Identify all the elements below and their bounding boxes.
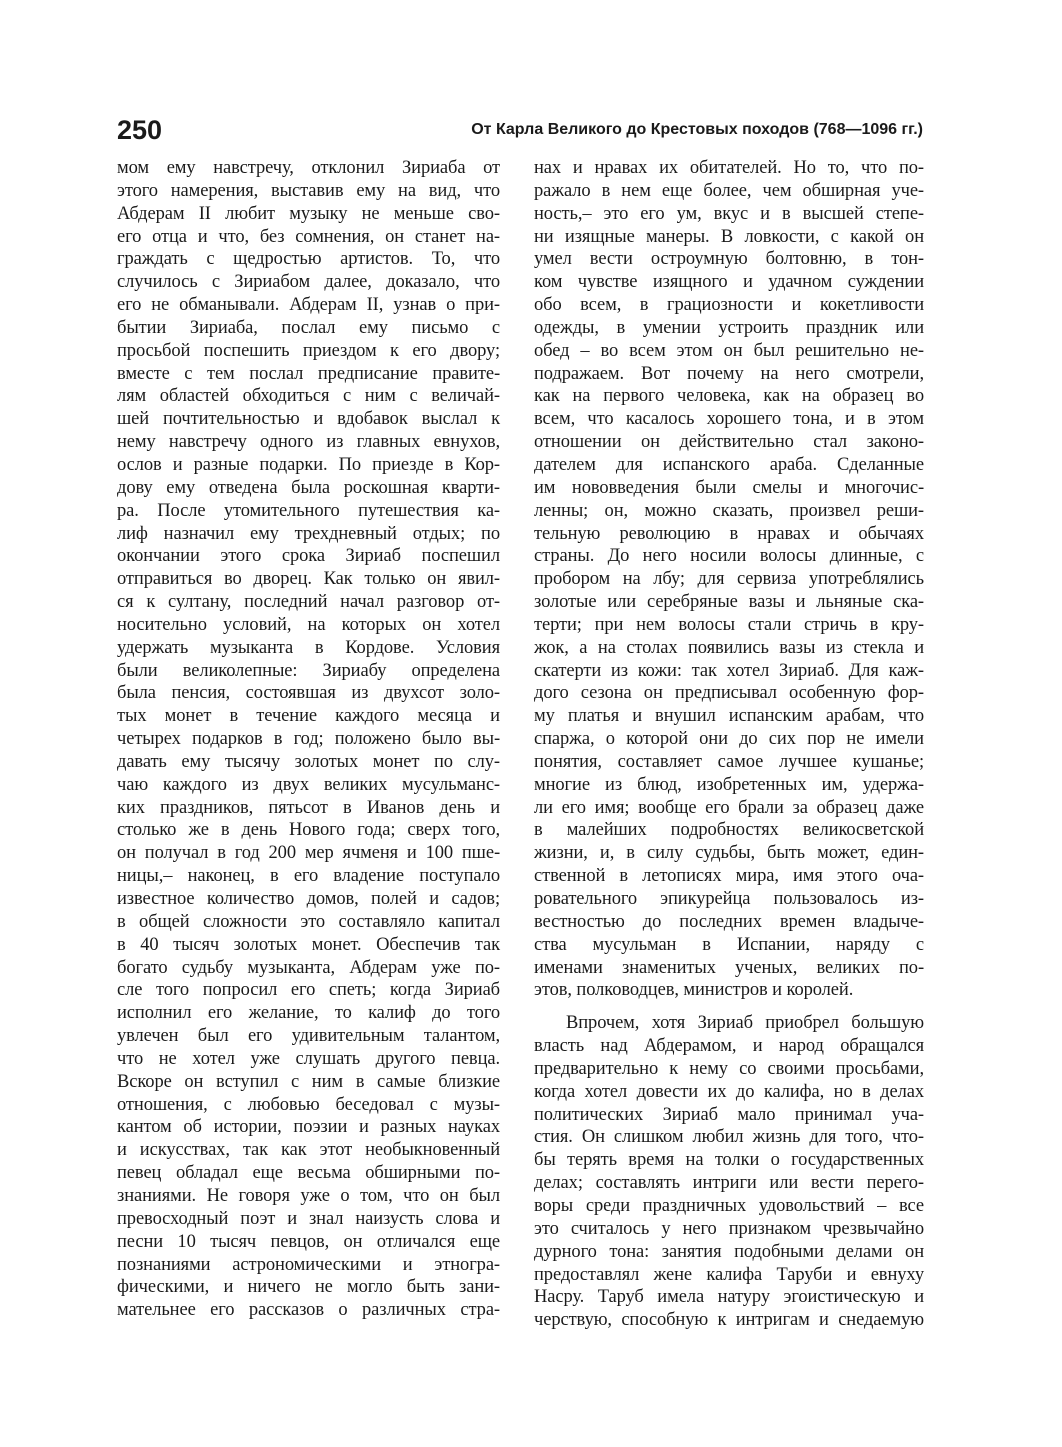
text-line: сле того попросил его спеть; когда Зириаб: [117, 980, 500, 1001]
text-line: граждать с щедростью артистов. То, что: [117, 249, 500, 270]
text-line: предварительно к нему со своими просьбами,: [534, 1058, 924, 1079]
text-line: его отца и что, без сомнения, он станет на-: [117, 226, 500, 247]
text-line: в общей сложности это составляло капитал: [117, 911, 500, 932]
text-line: в малейших подробностях великосветской: [534, 820, 924, 841]
text-line: ких праздников, пятьсот в Иванов день и: [117, 797, 500, 818]
text-line: богато судьбу музыканта, Абдерам уже по-: [117, 957, 500, 978]
text-line: четырех подарков в год; положено было вы-: [117, 729, 500, 750]
text-line: этов, полководцев, министров и королей.: [534, 980, 854, 1001]
text-line: фическими, и ничего не могло быть зани-: [117, 1277, 500, 1298]
text-line: воры среди праздничных удовольствий – все: [534, 1195, 924, 1216]
text-line: превосходный поэт и знал наизусть слова и: [117, 1208, 500, 1229]
text-line: умел вести остроумную болтовню, в тон-: [534, 249, 924, 270]
text-line: ли его имя; вообще его брали за образец даже: [534, 797, 924, 818]
text-line: дателем для испанского араба. Сделанные: [534, 454, 924, 475]
text-line: му платья и внушил испанским арабам, что: [534, 706, 924, 727]
text-line: Впрочем, хотя Зириаб приобрел большую: [566, 1013, 924, 1034]
text-line: была пенсия, состоявшая из двухсот золо-: [117, 683, 500, 704]
text-line: что не хотел уже слушать другого певца.: [117, 1048, 500, 1069]
text-line: терти; при нем волосы стали стричь в кру-: [534, 614, 924, 635]
text-line: известное количество домов, полей и садов;: [117, 889, 500, 909]
text-line: многие из блюд, изобретенных им, удержа-: [534, 774, 924, 795]
text-line: ся к султану, последний начал разговор от-: [117, 592, 500, 613]
text-line: им нововведения были смелы и многочис-: [534, 477, 924, 498]
text-line: это считалось у него признаком чрезвычайно: [534, 1218, 924, 1239]
text-line: вместе с тем послал предписание правите-: [117, 363, 500, 384]
text-line: песни 10 тысяч певцов, он отличался еще: [117, 1231, 500, 1252]
text-line: ственной в летописях мира, имя этого оча-: [534, 866, 924, 887]
text-line: понятия, составляет самое лучшее кушанье;: [534, 751, 924, 772]
text-line: увлечен был его удивительным талантом,: [117, 1026, 500, 1047]
text-line: черствую, способную к интригам и снедаемую: [534, 1310, 924, 1331]
text-line: были великолепные: Зириабу определена: [117, 660, 500, 681]
text-line: пробором на лбу; для сервиза употреблялись: [534, 569, 924, 590]
text-line: когда хотел довести их до калифа, но в делах: [534, 1081, 924, 1102]
text-line: ровательного эпикурейца пользовалось из-: [534, 889, 924, 909]
text-line: тых монет в течение каждого месяца и: [117, 706, 500, 727]
text-line: столько же в день Нового года; сверх того,: [117, 820, 500, 841]
text-line: вестностью до последних времен владыче-: [534, 911, 924, 932]
text-line: страны. До него носили волосы длинные, с: [534, 546, 924, 567]
text-line: в 40 тысяч золотых монет. Обеспечив так: [117, 934, 500, 955]
text-line: мом ему навстречу, отклонил Зириаба от: [117, 158, 500, 178]
text-line: чаю каждого из двух великих мусульманс-: [117, 774, 500, 795]
text-line: отправиться во дворец. Как только он явил-: [117, 569, 500, 590]
text-line: спаржа, о которой они до сих пор не имели: [534, 729, 924, 750]
text-line: ленны; он, можно сказать, произвел реши-: [534, 500, 924, 521]
paragraph: [534, 1012, 924, 1332]
text-line: одежды, в умении устроить праздник или: [534, 317, 924, 338]
text-line: Абдерам II любит музыку не меньше сво-: [117, 203, 500, 224]
text-line: лиф назначил ему трехдневный отдых; по: [117, 523, 500, 544]
text-line: жок, а на столах появились вазы из стекла и: [534, 637, 924, 658]
text-line: мательнее его рассказов о различных стра-: [117, 1300, 500, 1321]
text-line: нах и нравах их обитателей. Но то, что по-: [534, 158, 924, 178]
text-line: давать ему тысячу золотых монет по слу-: [117, 751, 500, 772]
text-line: певец обладал еще весьма обширными по-: [117, 1163, 500, 1184]
text-line: исполнил его желание, то калиф до того: [117, 1003, 500, 1024]
text-line: стия. Он слишком любил жизнь для того, что-: [534, 1127, 924, 1148]
page-header: [117, 112, 923, 152]
text-line: Вскоре он вступил с ним в самые близкие: [117, 1071, 500, 1092]
text-line: отношении он действительно стал законо-: [534, 432, 924, 453]
text-line: предоставлял жене калифа Таруби и евнуху: [534, 1264, 924, 1285]
text-line: просьбой поспешить приездом к его двору;: [117, 340, 500, 361]
text-line: именами знаменитых ученых, великих по-: [534, 957, 924, 978]
text-line: ность,– это его ум, вкус и в высшей степе-: [534, 203, 924, 224]
text-line: золотые или серебряные вазы и льняные ска-: [534, 592, 924, 613]
paragraph: [534, 157, 924, 1002]
text-line: делах; составлять интриги или вести перего-: [534, 1173, 924, 1194]
text-line: дого сезона он предписывал особенную фор-: [534, 683, 924, 704]
left-text-column: [117, 157, 500, 1322]
text-line: бытии Зириаба, послал ему письмо с: [117, 317, 500, 338]
text-line: кантом об истории, поэзии и разных науках: [117, 1117, 500, 1138]
text-line: ражало в нем еще более, чем обширная уче-: [534, 180, 924, 201]
text-line: носительно условий, на которых он хотел: [117, 614, 500, 635]
text-line: власть над Абдерамом, и народ обращался: [534, 1036, 924, 1057]
text-line: он получал в год 200 мер ячменя и 100 пше-: [117, 843, 500, 864]
text-line: ницы,– наконец, в его владение поступало: [117, 866, 500, 887]
text-line: жизни, и, в силу судьбы, быть может, един-: [534, 843, 924, 864]
text-line: познаниями астрономическими и этногра-: [117, 1254, 500, 1275]
text-line: шей почтительностью и вдобавок выслал к: [117, 409, 500, 430]
paragraph-gap: [534, 1002, 924, 1012]
text-line: ослов и разные подарки. По приезде в Кор-: [117, 454, 500, 475]
text-line: ни изящные манеры. В ловкости, с какой он: [534, 226, 924, 247]
text-line: лям областей обходиться с ним с величай-: [117, 386, 500, 407]
text-line: нему навстречу одного из главных евнухов,: [117, 432, 500, 453]
text-line: дову ему отведена была роскошная кварти-: [117, 477, 500, 498]
text-line: политических Зириаб мало принимал уча-: [534, 1104, 924, 1125]
text-line: ком чувстве изящного и удачном суждении: [534, 272, 924, 293]
text-line: подражаем. Вот почему на него смотрели,: [534, 363, 924, 384]
text-line: тельную революцию в нравах и обычаях: [534, 523, 924, 544]
text-line: его не обманывали. Абдерам II, узнав о при-: [117, 295, 500, 316]
text-line: удержать музыканта в Кордове. Условия: [117, 637, 500, 658]
text-line: бы терять время на толки о государственных: [534, 1150, 924, 1171]
text-line: отношения, с любовью беседовал с музы-: [117, 1094, 500, 1115]
text-line: окончании этого срока Зириаб поспешил: [117, 546, 500, 567]
text-line: обед – во всем этом он был решительно не-: [534, 340, 924, 361]
text-line: дурного тона: занятия подобными делами он: [534, 1241, 924, 1262]
text-line: ства мусульман в Испании, наряду с: [534, 934, 924, 955]
running-title: От Карла Великого до Крестовых походов (768—1096 гг.): [471, 121, 923, 138]
text-line: ра. После утомительного путешествия ка-: [117, 500, 500, 521]
text-line: знаниями. Не говоря уже о том, что он был: [117, 1185, 500, 1206]
text-line: скатерти из кожи: так хотел Зириаб. Для каж-: [534, 660, 924, 681]
text-line: и искусствах, так как этот необыкновенный: [117, 1140, 500, 1161]
text-line: Насру. Таруб имела натуру эгоистическую и: [534, 1287, 924, 1308]
text-line: обо всем, в грациозности и кокетливости: [534, 295, 924, 316]
text-line: этого намерения, выставив ему на вид, что: [117, 180, 500, 201]
right-text-column: [534, 157, 924, 1332]
text-line: как на первого человека, как на образец во: [534, 386, 924, 407]
page-number: 250: [117, 115, 163, 145]
text-line: всем, что касалось хорошего тона, и в этом: [534, 409, 924, 430]
text-line: случилось с Зириабом далее, доказало, что: [117, 272, 500, 293]
